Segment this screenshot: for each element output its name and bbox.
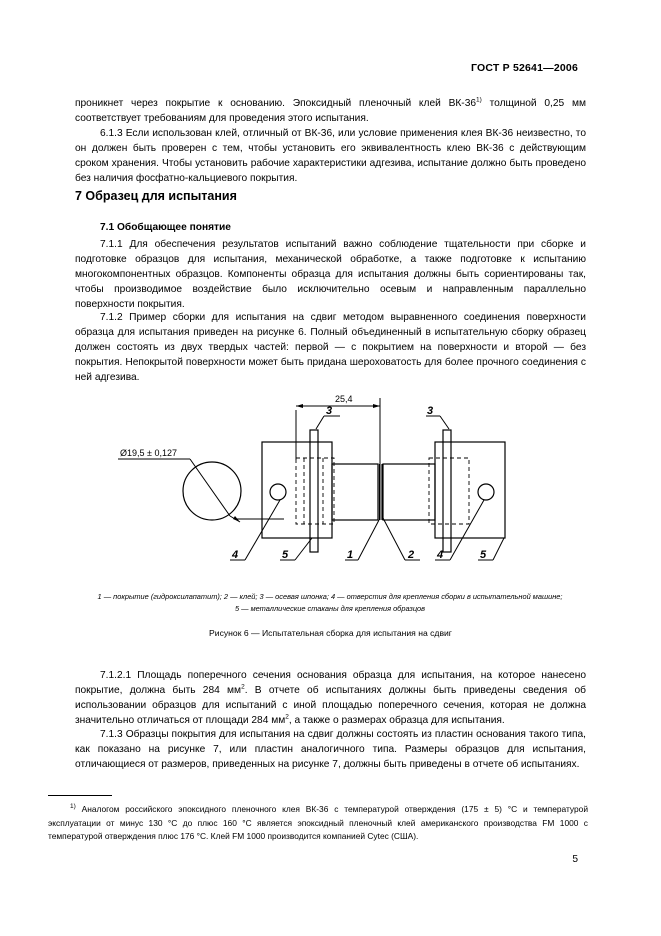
- callout-5-left: 5: [282, 549, 289, 561]
- right-pin: [443, 430, 451, 552]
- text: 7.1.2.1 Площадь поперечного сечения основания образца для испытания, на которое нанесено покрытие, должна быть 284 мм: [75, 670, 586, 696]
- legend-num: 5: [234, 604, 240, 613]
- footnote-ref: 1): [476, 96, 482, 104]
- legend-text: — клей;: [228, 592, 260, 601]
- figure-shear-assembly: [100, 388, 560, 588]
- callout-2: 2: [408, 549, 415, 561]
- subsection-heading: 7.1 Обобщающее понятие: [100, 222, 231, 233]
- legend-num: 3: [259, 592, 264, 601]
- paragraph-7-1-3: 7.1.3 Образцы покрытия для испытания на сдвиг должны состоять из пластин основания такого типа, как показано на рисунке 7, или пластин аналогичного типа. Размеры образцов для испытания, отличающиеся от размеров, приведенных на рисунке 7, должны быть приведены в отчете об испытаниях.: [75, 729, 586, 770]
- width-label: 25,4: [335, 394, 353, 404]
- figure-caption: Рисунок 6 — Испытательная сборка для испытания на сдвиг: [209, 628, 452, 638]
- paragraph-6-1-3: 6.1.3 Если использован клей, отличный от ВК-36, или условие применения клея ВК-36 неизвестно, то он должен быть проверен с тем, чтобы установить его эквивалентность клею ВК-36 с действующим сроком хранения. Чтобы установить рабочие характеристики адгезива, испытание должно быть проведено без наличия фосфатно-кальциевого покрытия.: [75, 128, 586, 184]
- superscript: 2: [285, 713, 289, 721]
- footnote-divider: [48, 795, 112, 796]
- text: толщиной 0,25 мм соответствует требованиям для проведения этого испытания.: [75, 98, 586, 124]
- figure-legend: [40, 591, 620, 615]
- text: , а также о размерах образца для испытания.: [288, 715, 505, 726]
- callout-5-right: 5: [480, 549, 487, 561]
- legend-num: 1: [97, 592, 102, 601]
- callout-1: 1: [347, 549, 354, 561]
- callout-3-right: 3: [427, 405, 434, 417]
- legend-text: — отверстия для крепления сборки в испытательной машине;: [335, 592, 563, 601]
- footnote-text: Аналогом российского эпоксидного пленочного клея ВК-36 с температурой отверждения (175 ± 5) °С и температурой эксплуатации от минус 130 °С до плюс 160 °С является эпоксидный пленочный клей американского производства FM 1000 с температурой отверждения плюс 176 °С. Клей FM 1000 производится компанией Cytec (США).: [48, 804, 588, 841]
- right-hole: [478, 484, 494, 500]
- legend-text: — осевая шпонка;: [263, 592, 331, 601]
- left-hole: [270, 484, 286, 500]
- legend-num: 4: [330, 592, 336, 601]
- footnote-mark: 1): [70, 803, 76, 811]
- text: . В отчете об испытаниях должны быть приведены сведения об использовании образцов для испытаний с иной площадью поперечного сечения, которая не должна значительно отличаться от площади 284 мм: [75, 685, 586, 726]
- right-rod: [383, 464, 435, 520]
- diameter-label: Ø19,5 ± 0,127: [120, 448, 177, 458]
- legend-text: — металлические стаканы для крепления образцов: [239, 604, 426, 613]
- left-rod: [332, 464, 378, 520]
- text: проникнет через покрытие к основанию. Эпоксидный пленочный клей ВК-36: [75, 98, 477, 109]
- callout-3-left: 3: [326, 405, 333, 417]
- paragraph-7-1-2-1: [75, 668, 586, 728]
- page-number: 5: [572, 854, 578, 865]
- callout-4-left: 4: [232, 549, 239, 561]
- document-header: ГОСТ Р 52641—2006: [470, 62, 578, 74]
- superscript: 2: [241, 683, 245, 691]
- paragraph-7-1-1: 7.1.1 Для обеспечения результатов испытаний важно соблюдение тщательности при сборке и подготовке образцов для испытания, механической обработке, а также подготовке к испытанию многокомпонентных образцов. Компоненты образца для испытания должны быть сориентированы так, чтобы производимое воздействие было исключительно осевым и направленным параллельно поверхности покрытия.: [75, 239, 586, 310]
- paragraph-7-1-2: 7.1.2 Пример сборки для испытания на сдвиг методом выравненного соединения поверхности образца для испытания приведен на рисунке 6. Полный объединенный в испытательную сборку образец должен состоять из двух твердых частей: первой — с покрытием на поверхности и второй — без покрытия. Непокрытой поверхности может быть придана шероховатость для более прочного соединения с ней адгезива.: [75, 312, 586, 383]
- legend-text: — покрытие (гидроксилапатит);: [101, 592, 224, 601]
- section-heading: 7 Образец для испытания: [75, 189, 237, 203]
- left-pin: [310, 430, 318, 552]
- callout-4-right: 4: [437, 549, 444, 561]
- footnote: [48, 803, 588, 844]
- legend-num: 2: [223, 592, 229, 601]
- paragraph-adhesive-intro: [75, 96, 586, 126]
